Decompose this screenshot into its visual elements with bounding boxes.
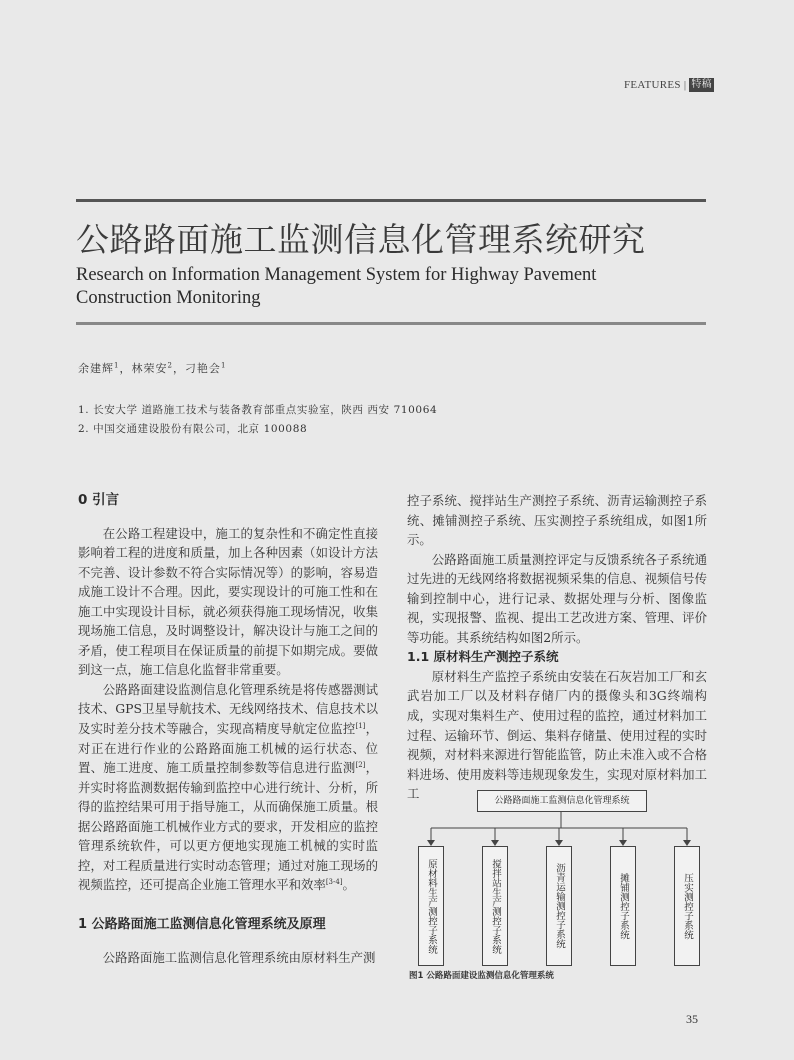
author-affil-mark: 1 xyxy=(114,361,120,370)
paragraph-text: ，并实时将监测数据传输到监控中心进行统计、分析，所得的监控结果可用于指导施工，从而确保施工质量。根据公路路面施工机械作业方式的要求，开发相应的监控管理系统软件，可以更方便地实现施工机械的实时监控，对工程质量进行实时动态管理；通过对施工现场的视频监控，还可提高企业施工管理水平和效率 xyxy=(78,760,379,893)
body-paragraph: 公路路面施工监测信息化管理系统由原材料生产测 xyxy=(102,950,376,966)
running-head-tag: 特稿 xyxy=(691,79,712,90)
citation-mark: [3-4] xyxy=(325,878,343,887)
author-affil-mark: 1 xyxy=(220,361,227,370)
figure-1 xyxy=(407,784,707,984)
figure-node-mixing-station: 搅拌站生产测控子系统 xyxy=(482,846,508,966)
title-chinese: 公路路面施工监测信息化管理系统研究 xyxy=(76,220,646,259)
author-name: 刁艳会 xyxy=(184,362,221,375)
section-heading-intro: 0 引言 xyxy=(78,492,120,508)
title-rule-top xyxy=(76,199,706,202)
section-heading-1: 1 公路路面施工监测信息化管理系统及原理 xyxy=(78,916,326,932)
author-name: 林荣安 xyxy=(131,362,168,375)
body-paragraph: 控子系统、搅拌站生产测控子系统、沥青运输测控子系统、摊铺测控子系统、压实测控子系统组成，如图1所示。 xyxy=(407,493,707,548)
figure-node-compaction: 压实测控子系统 xyxy=(674,846,700,966)
author-list xyxy=(78,360,226,376)
affiliation-list xyxy=(78,401,437,439)
title-english xyxy=(76,264,706,310)
page-number: 35 xyxy=(686,1012,698,1026)
figure-node-raw-material: 原材料生产测控子系统 xyxy=(418,846,444,966)
author-separator: ， xyxy=(119,362,132,375)
author-name: 余建辉 xyxy=(78,362,114,375)
author-affil-mark: 2 xyxy=(167,361,173,370)
author-separator: ， xyxy=(172,362,185,375)
left-column xyxy=(78,491,378,968)
citation-mark: [1] xyxy=(355,721,366,730)
paragraph-text: 公路路面建设监测信息化管理系统是将传感器测试技术、GPS卫星导航技术、无线网络技术、信息技术以及实时差分技术等融合，实现高精度导航定位监控 xyxy=(78,681,378,737)
affiliation-item: 1. 长安大学 道路施工技术与装备教育部重点实验室，陕西 西安 710064 xyxy=(78,404,438,416)
running-head-label: FEATURES xyxy=(624,79,681,91)
right-column xyxy=(407,491,707,804)
affiliation-item: 2. 中国交通建设股份有限公司，北京 100088 xyxy=(78,423,308,435)
title-rule-bottom xyxy=(76,322,706,325)
body-paragraph xyxy=(78,680,378,895)
paragraph-text: ，对正在进行作业的公路路面施工机械的运行状态、位置、施工进度、施工质量控制参数等信息进行监测 xyxy=(78,721,379,776)
body-paragraph: 公路路面施工质量测控评定与反馈系统各子系统通过先进的无线网络将数据视频采集的信息、视频信号传输到控制中心，进行记录、数据处理与分析、图像监视，实现报警、监视、提出工艺改进方案、管理、评价等功能。其系统结构如图2所示。 xyxy=(407,551,707,645)
body-paragraph: 原材料生产监控子系统由安装在石灰岩加工厂和玄武岩加工厂以及材料存储厂内的摄像头和3G终端构成，实现对集料生产、使用过程的监控，通过材料加工过程、运输环节、倒运、集料存储量、使用过程的实时视频，对材料来源进行智能监管，防止未准入或不合格料进场、使用废料等违规现象发生，实现对原材料加工工 xyxy=(407,668,707,802)
title-english-line-1: Research on Information Management System for Highway Pavement xyxy=(76,265,597,285)
title-english-line-2: Construction Monitoring xyxy=(76,288,261,308)
running-head xyxy=(624,78,714,92)
figure-node-paving: 摊铺测控子系统 xyxy=(610,846,636,966)
figure-root-node: 公路路面施工监测信息化管理系统 xyxy=(477,790,647,812)
figure-node-asphalt-transport: 沥青运输测控子系统 xyxy=(546,846,572,966)
running-head-separator: | xyxy=(683,79,687,91)
body-paragraph: 在公路工程建设中，施工的复杂性和不确定性直接影响着工程的进度和质量，加上各种因素（如设计方法不完善、设计参数不符合实际情况等）的影响，容易造成施工设计不合理。因此，要实现设计的可施工性和在施工中实现设计目标，就必须获得施工现场情况，收集现场施工信息，及时调整设计，解决设计与施工之间的矛盾，使工程项目在保证质量的前提下如期完成。要做到这一点，施工信息化监督非常重要。 xyxy=(78,525,378,678)
paragraph-text: 。 xyxy=(342,877,355,893)
citation-mark: [2] xyxy=(355,760,366,769)
figure-caption: 图1 公路路面建设监测信息化管理系统 xyxy=(409,971,554,981)
subsection-heading-1-1: 1.1 原材料生产测控子系统 xyxy=(407,649,559,665)
